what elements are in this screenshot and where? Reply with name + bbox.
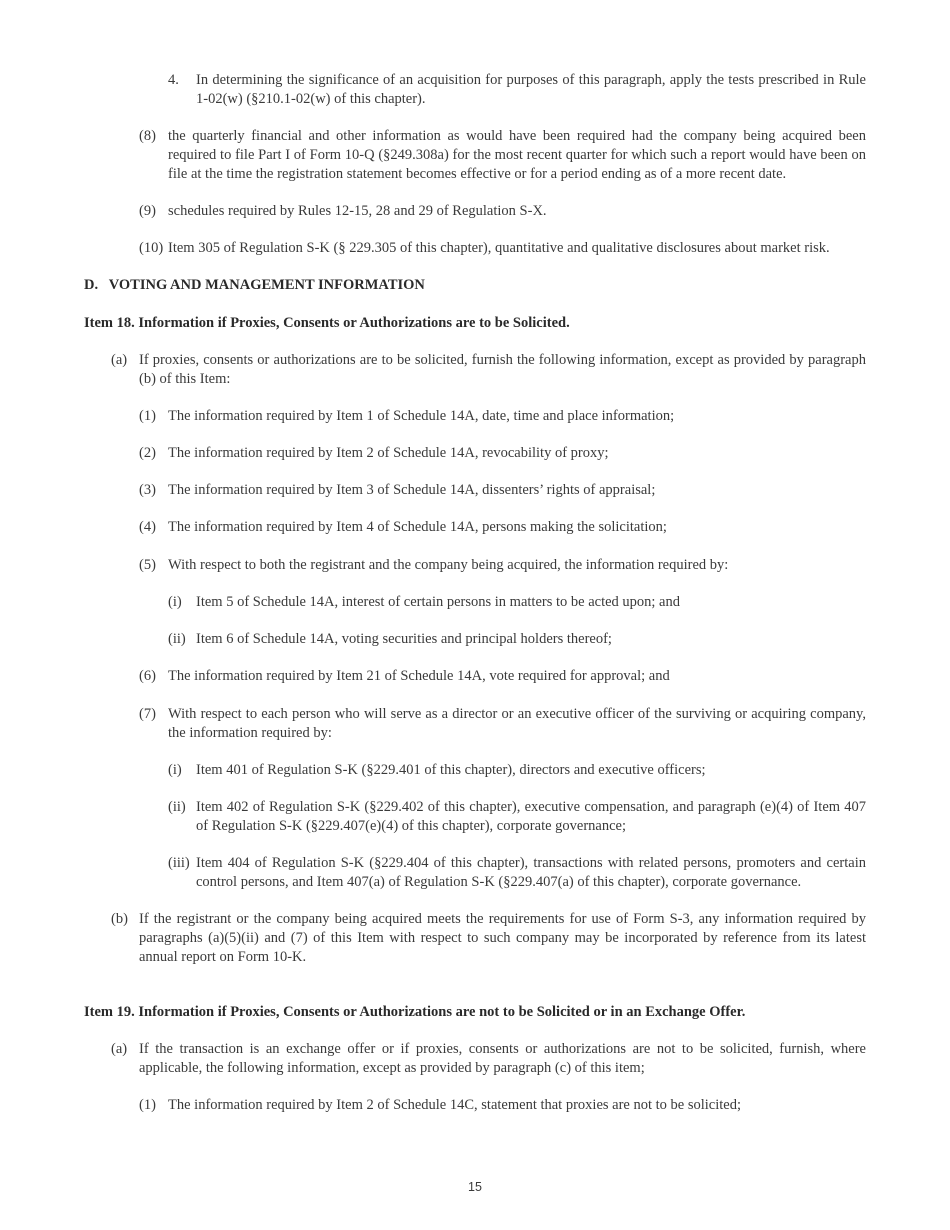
item-18-a-1 — [139, 407, 866, 426]
item-18-a-5-i — [168, 593, 866, 612]
paragraph-c-4 — [168, 71, 866, 109]
item-18-a-2 — [139, 444, 866, 463]
list-number: (1) — [139, 1097, 156, 1113]
list-number: (a) — [111, 352, 128, 368]
list-number: (a) — [111, 1041, 128, 1057]
list-text: If the transaction is an exchange offer or if proxies, consents or authorizations are not to be solicited, furnish, where applicable, the following information, except as provided by paragraph (c) of this item; — [139, 1041, 866, 1076]
list-text: The information required by Item 1 of Schedule 14A, date, time and place information; — [168, 408, 675, 424]
list-text: Item 5 of Schedule 14A, interest of certain persons in matters to be acted upon; and — [196, 594, 680, 610]
list-number: (2) — [139, 445, 156, 461]
item-18-a-5 — [139, 556, 866, 575]
list-number: (4) — [139, 519, 156, 535]
list-text: Item 6 of Schedule 14A, voting securities and principal holders thereof; — [196, 631, 612, 647]
list-text: The information required by Item 2 of Schedule 14C, statement that proxies are not to be solicited; — [168, 1097, 741, 1113]
item-18-heading: Item 18. Information if Proxies, Consents or Authorizations are to be Solicited. — [84, 315, 570, 331]
list-text: If proxies, consents or authorizations are to be solicited, furnish the following information, except as provided by paragraph (b) of this Item: — [139, 352, 866, 387]
list-text: Item 401 of Regulation S-K (§229.401 of this chapter), directors and executive officers; — [196, 762, 706, 778]
list-text: If the registrant or the company being acquired meets the requirements for use of Form S-3, any information required by paragraphs (a)(5)(ii) and (7) of this Item with respect to such company may be incorporated by reference from its latest annual report on Form 10-K. — [139, 911, 866, 965]
paragraph-c-8 — [139, 127, 866, 184]
list-number: (3) — [139, 482, 156, 498]
list-number: (5) — [139, 557, 156, 573]
list-number: (9) — [139, 203, 156, 219]
list-number: 4. — [168, 72, 179, 88]
item-18-a-5-ii — [168, 630, 866, 649]
item-18-a-4 — [139, 518, 866, 537]
item-18-a-7 — [139, 705, 866, 743]
list-text: The information required by Item 2 of Schedule 14A, revocability of proxy; — [168, 445, 609, 461]
item-18-a-7-iii — [168, 854, 866, 892]
list-number: (8) — [139, 128, 156, 144]
list-number: (1) — [139, 408, 156, 424]
list-number: (10) — [139, 240, 164, 256]
item-18-a-7-i — [168, 761, 866, 780]
list-number: (ii) — [168, 799, 186, 815]
list-number: (ii) — [168, 631, 186, 647]
item-19-a — [111, 1040, 866, 1078]
paragraph-c-9 — [139, 202, 866, 221]
list-number: (7) — [139, 706, 156, 722]
page-number: 15 — [468, 1180, 482, 1194]
list-text: Item 404 of Regulation S-K (§229.404 of this chapter), transactions with related persons, promoters and certain control persons, and Item 407(a) of Regulation S-K (§229.407(a) of this chapter), corporate governance. — [196, 855, 866, 890]
list-number: (i) — [168, 762, 182, 778]
list-text: the quarterly financial and other information as would have been required had the company being acquired been required to file Part I of Form 10-Q (§249.308a) for the most recent quarter for which such a report would have been on file at the time the registration statement becomes effective or for a period ending as of a more recent date. — [168, 128, 866, 182]
list-number: (6) — [139, 668, 156, 684]
list-number: (b) — [111, 911, 128, 927]
item-18-a-7-ii — [168, 798, 866, 836]
item-19-heading: Item 19. Information if Proxies, Consents or Authorizations are not to be Solicited or in an Exchange Offer. — [84, 1004, 746, 1020]
paragraph-c-10 — [139, 239, 866, 258]
list-text: Item 305 of Regulation S-K (§ 229.305 of this chapter), quantitative and qualitative disclosures about market risk. — [168, 240, 830, 256]
list-text: The information required by Item 4 of Schedule 14A, persons making the solicitation; — [168, 519, 667, 535]
list-number: (i) — [168, 594, 182, 610]
section-heading: D. VOTING AND MANAGEMENT INFORMATION — [84, 277, 425, 293]
item-18-b — [111, 910, 866, 967]
item-18-a — [111, 351, 866, 389]
item-19-a-1 — [139, 1096, 866, 1115]
list-text: With respect to both the registrant and the company being acquired, the information required by: — [168, 557, 729, 573]
list-text: With respect to each person who will serve as a director or an executive officer of the surviving or acquiring company, the information required by: — [168, 706, 866, 741]
item-18-a-6 — [139, 667, 866, 686]
list-text: schedules required by Rules 12-15, 28 and 29 of Regulation S-X. — [168, 203, 547, 219]
list-text: Item 402 of Regulation S-K (§229.402 of this chapter), executive compensation, and paragraph (e)(4) of Item 407 of Regulation S-K (§229.407(e)(4) of this chapter), corporate governance; — [196, 799, 866, 834]
item-18-a-3 — [139, 481, 866, 500]
list-number: (iii) — [168, 855, 190, 871]
list-text: The information required by Item 3 of Schedule 14A, dissenters’ rights of appraisal; — [168, 482, 656, 498]
list-text: In determining the significance of an acquisition for purposes of this paragraph, apply the tests prescribed in Rule 1-02(w) (§210.1-02(w) of this chapter). — [196, 72, 866, 107]
list-text: The information required by Item 21 of Schedule 14A, vote required for approval; and — [168, 668, 670, 684]
